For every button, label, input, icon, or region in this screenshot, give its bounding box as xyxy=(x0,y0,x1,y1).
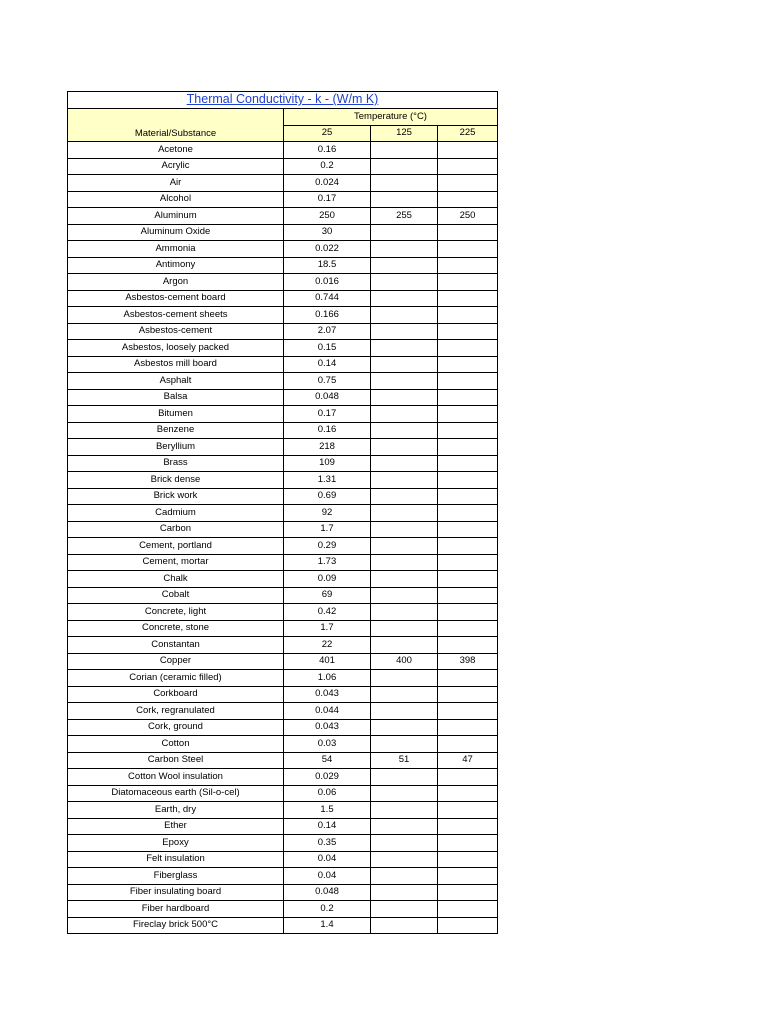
material-cell: Antimony xyxy=(68,257,284,274)
material-cell: Argon xyxy=(68,274,284,291)
value-cell: 109 xyxy=(284,455,371,472)
value-cell xyxy=(371,851,438,868)
value-cell: 0.04 xyxy=(284,868,371,885)
value-cell xyxy=(438,406,498,423)
material-cell: Carbon Steel xyxy=(68,752,284,769)
material-cell: Earth, dry xyxy=(68,802,284,819)
table-title-link[interactable]: Thermal Conductivity - k - (W/m K) xyxy=(186,92,379,106)
value-cell: 0.166 xyxy=(284,307,371,324)
material-cell: Carbon xyxy=(68,521,284,538)
value-cell xyxy=(371,835,438,852)
table-row xyxy=(68,290,498,307)
value-cell: 0.09 xyxy=(284,571,371,588)
table-row xyxy=(68,274,498,291)
value-cell: 1.7 xyxy=(284,620,371,637)
value-cell: 0.16 xyxy=(284,422,371,439)
table-row xyxy=(68,373,498,390)
table-row xyxy=(68,818,498,835)
table-row xyxy=(68,901,498,918)
value-cell xyxy=(371,620,438,637)
value-cell: 0.03 xyxy=(284,736,371,753)
value-cell: 0.75 xyxy=(284,373,371,390)
table-row xyxy=(68,851,498,868)
value-cell: 0.29 xyxy=(284,538,371,555)
material-cell: Cork, regranulated xyxy=(68,703,284,720)
table-row xyxy=(68,208,498,225)
value-cell xyxy=(371,422,438,439)
value-cell xyxy=(371,538,438,555)
value-cell xyxy=(438,917,498,934)
material-cell: Asbestos-cement sheets xyxy=(68,307,284,324)
table-row xyxy=(68,323,498,340)
table-row xyxy=(68,521,498,538)
value-cell xyxy=(438,505,498,522)
table-row xyxy=(68,835,498,852)
value-cell: 0.048 xyxy=(284,884,371,901)
material-column-header: Material/Substance xyxy=(68,109,284,142)
material-cell: Diatomaceous earth (Sil-o-cel) xyxy=(68,785,284,802)
value-cell xyxy=(371,686,438,703)
value-cell xyxy=(371,785,438,802)
value-cell xyxy=(371,571,438,588)
value-cell xyxy=(438,802,498,819)
value-cell xyxy=(371,505,438,522)
value-cell: 30 xyxy=(284,224,371,241)
material-cell: Acetone xyxy=(68,142,284,159)
table-row xyxy=(68,241,498,258)
value-cell: 0.14 xyxy=(284,356,371,373)
value-cell xyxy=(371,802,438,819)
value-cell xyxy=(438,191,498,208)
table-row xyxy=(68,637,498,654)
value-cell xyxy=(371,175,438,192)
value-cell: 18.5 xyxy=(284,257,371,274)
material-cell: Cement, mortar xyxy=(68,554,284,571)
value-cell xyxy=(371,142,438,159)
material-cell: Cotton Wool insulation xyxy=(68,769,284,786)
value-cell xyxy=(438,373,498,390)
temp-header-25: 25 xyxy=(284,125,371,142)
table-row xyxy=(68,719,498,736)
table-row xyxy=(68,307,498,324)
value-cell xyxy=(371,439,438,456)
value-cell: 0.048 xyxy=(284,389,371,406)
table-row xyxy=(68,802,498,819)
value-cell xyxy=(371,472,438,489)
material-cell: Chalk xyxy=(68,571,284,588)
value-cell xyxy=(371,455,438,472)
value-cell xyxy=(371,389,438,406)
value-cell: 1.5 xyxy=(284,802,371,819)
value-cell xyxy=(438,884,498,901)
value-cell xyxy=(438,670,498,687)
value-cell xyxy=(371,736,438,753)
value-cell: 218 xyxy=(284,439,371,456)
value-cell: 69 xyxy=(284,587,371,604)
value-cell xyxy=(371,554,438,571)
material-cell: Cotton xyxy=(68,736,284,753)
table-row xyxy=(68,422,498,439)
material-cell: Cadmium xyxy=(68,505,284,522)
value-cell: 1.31 xyxy=(284,472,371,489)
value-cell xyxy=(371,323,438,340)
value-cell: 255 xyxy=(371,208,438,225)
table-row xyxy=(68,439,498,456)
value-cell xyxy=(371,356,438,373)
value-cell: 1.06 xyxy=(284,670,371,687)
table-row xyxy=(68,191,498,208)
table-row xyxy=(68,752,498,769)
material-cell: Ammonia xyxy=(68,241,284,258)
material-cell: Constantan xyxy=(68,637,284,654)
material-cell: Concrete, stone xyxy=(68,620,284,637)
value-cell xyxy=(371,373,438,390)
value-cell xyxy=(438,274,498,291)
value-cell xyxy=(438,323,498,340)
table-row xyxy=(68,620,498,637)
value-cell xyxy=(371,637,438,654)
material-cell: Brick dense xyxy=(68,472,284,489)
material-cell: Corkboard xyxy=(68,686,284,703)
value-cell: 22 xyxy=(284,637,371,654)
value-cell xyxy=(438,703,498,720)
value-cell xyxy=(438,175,498,192)
value-cell xyxy=(438,521,498,538)
material-cell: Air xyxy=(68,175,284,192)
table-row xyxy=(68,917,498,934)
table-row xyxy=(68,686,498,703)
material-cell: Fireclay brick 500°C xyxy=(68,917,284,934)
value-cell xyxy=(438,290,498,307)
value-cell xyxy=(371,406,438,423)
value-cell: 400 xyxy=(371,653,438,670)
value-cell xyxy=(371,521,438,538)
value-cell: 92 xyxy=(284,505,371,522)
table-row xyxy=(68,257,498,274)
value-cell: 250 xyxy=(438,208,498,225)
table-row xyxy=(68,224,498,241)
material-cell: Acrylic xyxy=(68,158,284,175)
value-cell: 401 xyxy=(284,653,371,670)
table-row xyxy=(68,142,498,159)
value-cell: 0.022 xyxy=(284,241,371,258)
value-cell xyxy=(438,455,498,472)
value-cell xyxy=(438,736,498,753)
value-cell xyxy=(438,785,498,802)
value-cell: 0.044 xyxy=(284,703,371,720)
value-cell xyxy=(438,769,498,786)
value-cell: 0.029 xyxy=(284,769,371,786)
value-cell xyxy=(371,224,438,241)
value-cell xyxy=(371,670,438,687)
value-cell xyxy=(438,488,498,505)
value-cell: 0.2 xyxy=(284,158,371,175)
material-cell: Brass xyxy=(68,455,284,472)
value-cell: 250 xyxy=(284,208,371,225)
table-row xyxy=(68,604,498,621)
value-cell xyxy=(438,554,498,571)
value-cell xyxy=(438,472,498,489)
value-cell xyxy=(371,769,438,786)
value-cell: 0.16 xyxy=(284,142,371,159)
table-row xyxy=(68,488,498,505)
material-cell: Asbestos-cement xyxy=(68,323,284,340)
value-cell xyxy=(438,307,498,324)
value-cell xyxy=(438,868,498,885)
value-cell: 1.7 xyxy=(284,521,371,538)
value-cell xyxy=(438,719,498,736)
temperature-column-header: Temperature (°C) xyxy=(284,109,498,126)
value-cell xyxy=(438,422,498,439)
material-cell: Ether xyxy=(68,818,284,835)
value-cell xyxy=(438,901,498,918)
value-cell xyxy=(438,340,498,357)
material-cell: Alcohol xyxy=(68,191,284,208)
value-cell: 0.06 xyxy=(284,785,371,802)
material-cell: Asbestos-cement board xyxy=(68,290,284,307)
value-cell xyxy=(371,257,438,274)
table-row xyxy=(68,158,498,175)
value-cell: 0.69 xyxy=(284,488,371,505)
temp-header-225: 225 xyxy=(438,125,498,142)
material-cell: Fiber insulating board xyxy=(68,884,284,901)
value-cell xyxy=(438,818,498,835)
table-row xyxy=(68,653,498,670)
value-cell: 0.2 xyxy=(284,901,371,918)
table-row xyxy=(68,736,498,753)
value-cell: 0.14 xyxy=(284,818,371,835)
material-cell: Cork, ground xyxy=(68,719,284,736)
value-cell xyxy=(438,686,498,703)
table-row xyxy=(68,554,498,571)
table-row xyxy=(68,571,498,588)
value-cell xyxy=(438,620,498,637)
value-cell: 0.043 xyxy=(284,719,371,736)
table-row xyxy=(68,587,498,604)
material-cell: Bitumen xyxy=(68,406,284,423)
value-cell: 0.42 xyxy=(284,604,371,621)
table-row xyxy=(68,455,498,472)
value-cell: 2.07 xyxy=(284,323,371,340)
value-cell: 398 xyxy=(438,653,498,670)
value-cell xyxy=(438,356,498,373)
header-row-temperature xyxy=(68,109,498,126)
value-cell xyxy=(371,241,438,258)
value-cell xyxy=(371,587,438,604)
material-cell: Felt insulation xyxy=(68,851,284,868)
material-cell: Benzene xyxy=(68,422,284,439)
value-cell: 1.4 xyxy=(284,917,371,934)
material-cell: Beryllium xyxy=(68,439,284,456)
value-cell xyxy=(438,637,498,654)
value-cell xyxy=(371,488,438,505)
material-cell: Aluminum Oxide xyxy=(68,224,284,241)
table-row xyxy=(68,356,498,373)
value-cell xyxy=(371,340,438,357)
table-row xyxy=(68,472,498,489)
value-cell xyxy=(371,917,438,934)
value-cell xyxy=(371,307,438,324)
material-cell: Asbestos, loosely packed xyxy=(68,340,284,357)
table-row xyxy=(68,769,498,786)
value-cell xyxy=(371,274,438,291)
table-row xyxy=(68,538,498,555)
table-row xyxy=(68,505,498,522)
value-cell xyxy=(371,868,438,885)
table-row xyxy=(68,670,498,687)
value-cell: 47 xyxy=(438,752,498,769)
value-cell xyxy=(371,604,438,621)
material-cell: Aluminum xyxy=(68,208,284,225)
value-cell xyxy=(438,571,498,588)
value-cell: 0.17 xyxy=(284,406,371,423)
value-cell xyxy=(438,604,498,621)
table-row xyxy=(68,340,498,357)
value-cell xyxy=(438,257,498,274)
value-cell: 0.04 xyxy=(284,851,371,868)
value-cell xyxy=(438,587,498,604)
value-cell: 51 xyxy=(371,752,438,769)
table-row xyxy=(68,406,498,423)
value-cell: 0.024 xyxy=(284,175,371,192)
value-cell: 0.17 xyxy=(284,191,371,208)
temp-header-125: 125 xyxy=(371,125,438,142)
value-cell xyxy=(438,538,498,555)
value-cell xyxy=(438,389,498,406)
value-cell xyxy=(438,224,498,241)
value-cell xyxy=(371,719,438,736)
value-cell xyxy=(438,835,498,852)
table-row xyxy=(68,884,498,901)
value-cell: 0.744 xyxy=(284,290,371,307)
title-cell xyxy=(68,92,498,109)
material-cell: Concrete, light xyxy=(68,604,284,621)
material-cell: Cobalt xyxy=(68,587,284,604)
value-cell: 54 xyxy=(284,752,371,769)
material-cell: Balsa xyxy=(68,389,284,406)
conductivity-table xyxy=(67,91,498,934)
value-cell xyxy=(371,901,438,918)
material-cell: Asphalt xyxy=(68,373,284,390)
value-cell xyxy=(371,884,438,901)
value-cell: 0.043 xyxy=(284,686,371,703)
value-cell xyxy=(438,439,498,456)
value-cell xyxy=(438,142,498,159)
value-cell xyxy=(371,703,438,720)
material-cell: Asbestos mill board xyxy=(68,356,284,373)
value-cell xyxy=(371,158,438,175)
table-row xyxy=(68,785,498,802)
table-row xyxy=(68,868,498,885)
value-cell xyxy=(371,191,438,208)
value-cell xyxy=(438,241,498,258)
value-cell: 1.73 xyxy=(284,554,371,571)
table-row xyxy=(68,389,498,406)
value-cell: 0.35 xyxy=(284,835,371,852)
table-row xyxy=(68,175,498,192)
value-cell xyxy=(438,851,498,868)
value-cell xyxy=(371,290,438,307)
value-cell: 0.15 xyxy=(284,340,371,357)
material-cell: Brick work xyxy=(68,488,284,505)
value-cell: 0.016 xyxy=(284,274,371,291)
material-cell: Corian (ceramic filled) xyxy=(68,670,284,687)
material-cell: Fiber hardboard xyxy=(68,901,284,918)
material-cell: Epoxy xyxy=(68,835,284,852)
table-row xyxy=(68,703,498,720)
title-row xyxy=(68,92,498,109)
material-cell: Copper xyxy=(68,653,284,670)
value-cell xyxy=(371,818,438,835)
material-cell: Fiberglass xyxy=(68,868,284,885)
material-cell: Cement, portland xyxy=(68,538,284,555)
value-cell xyxy=(438,158,498,175)
